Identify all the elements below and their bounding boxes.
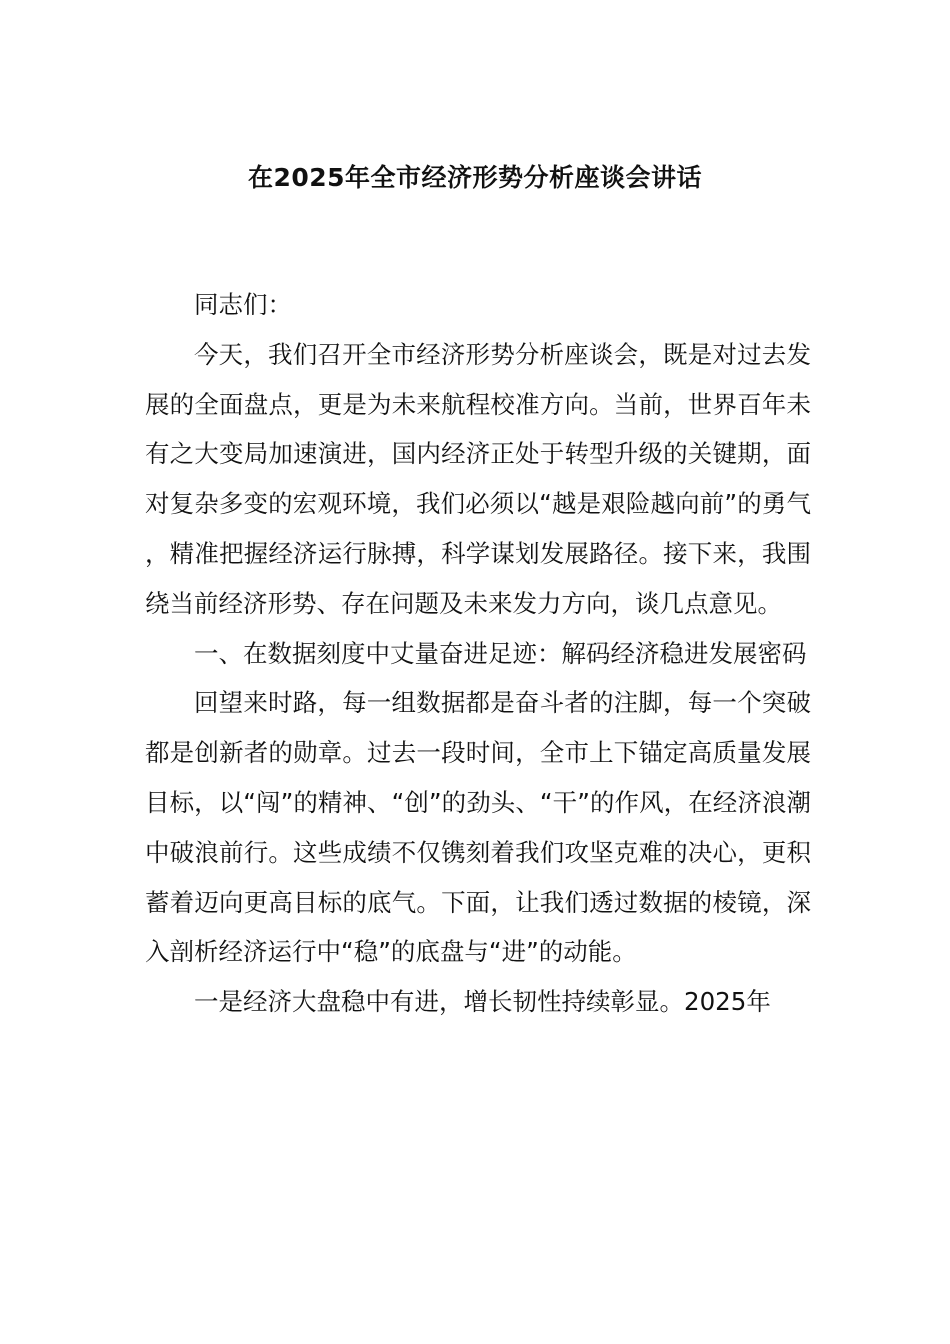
- salutation-paragraph: 同志们：: [194, 290, 292, 319]
- document-body: [145, 280, 811, 1027]
- intro-paragraph: 今天，我们召开全市经济形势分析座谈会，既是对过去发展的全面盘点，更是为未来航程校准方向。当前，世界百年未有之大变局加速演进，国内经济正处于转型升级的关键期，面对复杂多变的宏观环境，我们必须以“越是艰险越向前”的勇气，精准把握经济运行脉搏，科学谋划发展路径。接下来，我围绕当前经济形势、存在问题及未来发力方向，谈几点意见。: [145, 339, 811, 618]
- body-paragraph: 一是经济大盘稳中有进，增长韧性持续彰显。2025年: [194, 987, 771, 1017]
- body-paragraph: 回望来时路，每一组数据都是奋斗者的注脚，每一个突破都是创新者的勋章。过去一段时间，全市上下锚定高质量发展目标，以“闯”的精神、“创”的劲头、“干”的作风，在经济浪潮中破浪前行。这些成绩不仅镌刻着我们攻坚克难的决心，更积蓄着迈向更高目标的底气。下面，让我们透过数据的棱镜，深入剖析经济运行中“稳”的底盘与“进”的动能。: [145, 688, 811, 967]
- document-title: 在2025年全市经济形势分析座谈会讲话: [247, 163, 703, 192]
- section-heading: 一、在数据刻度中丈量奋进足迹：解码经济稳进发展密码: [194, 638, 807, 668]
